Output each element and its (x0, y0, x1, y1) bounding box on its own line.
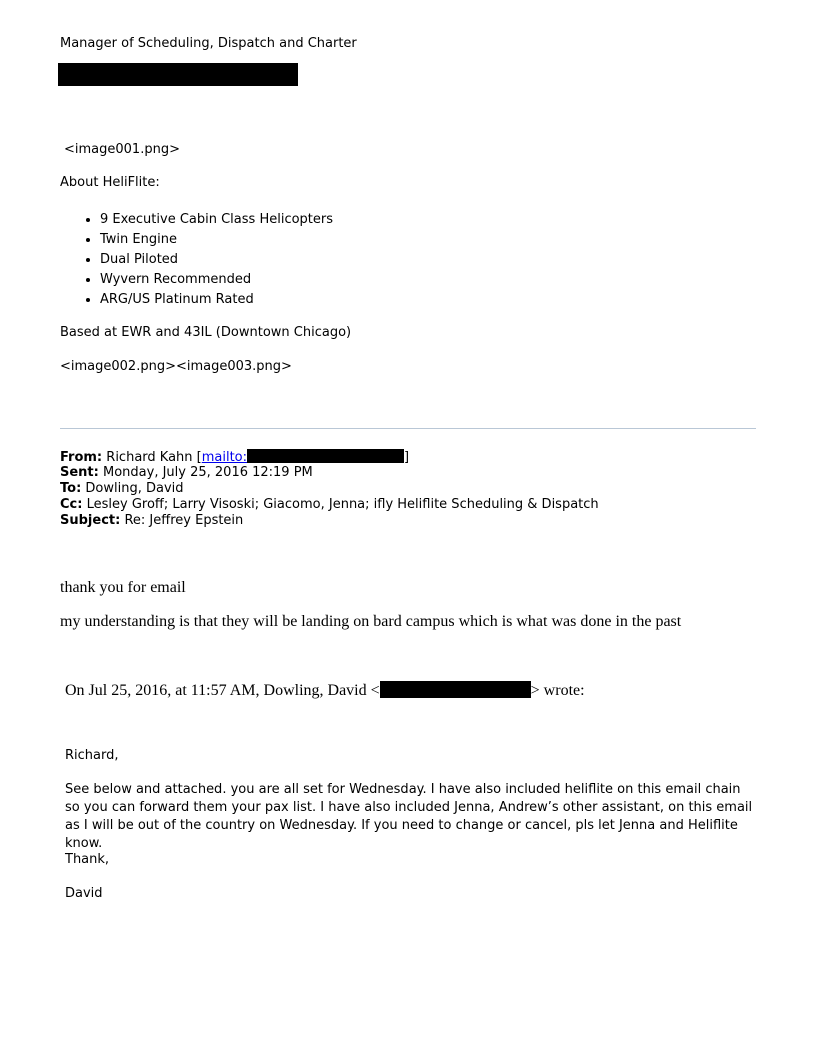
quote-intro (65, 681, 585, 700)
quote-signoff: David (65, 886, 103, 901)
list-item: • Wyvern Recommended (100, 270, 333, 290)
divider (60, 428, 756, 429)
image-placeholder-1: <image001.png> (64, 142, 180, 157)
mailto-link[interactable]: mailto: (201, 450, 248, 465)
list-item: • ARG/US Platinum Rated (100, 290, 333, 310)
quote-body: See below and attached. you are all set for Wednesday. I have also included heliflite on this email chain so you can forward them your pax list. I have also included Jenna, Andrew’s other assistant, on this email as I will be out of the country on Wednesday. If you need to change or cancel, pls let Jenna and Heliflite know. (65, 782, 753, 851)
quote-intro-start: On Jul 25, 2016, at 11:57 AM, Dowling, David < (65, 682, 380, 699)
redacted-email (380, 681, 531, 698)
sent-label: Sent: (60, 465, 99, 480)
subject-label: Subject: (60, 513, 121, 528)
sent-value: Monday, July 25, 2016 12:19 PM (103, 465, 313, 480)
image-placeholder-2-3: <image002.png><image003.png> (60, 359, 292, 374)
redaction-bar (58, 63, 298, 86)
to-label: To: (60, 481, 82, 496)
list-item: • Twin Engine (100, 230, 333, 250)
subject-value: Re: Jeffrey Epstein (124, 513, 244, 528)
based-text: Based at EWR and 43IL (Downtown Chicago) (60, 325, 352, 340)
about-heading: About HeliFlite: (60, 175, 160, 190)
to-value: Dowling, David (85, 481, 184, 496)
quote-thanks: Thank, (65, 852, 110, 867)
quote-intro-end: > wrote: (530, 682, 585, 699)
cc-value: Lesley Groff; Larry Visoski; Giacomo, Jenna; ifly Heliflite Scheduling & Dispatch (86, 497, 599, 512)
quote-greeting: Richard, (65, 748, 119, 763)
from-value: Richard Kahn [ (106, 450, 202, 465)
to-line (60, 481, 184, 497)
reply-line-2: my understanding is that they will be landing on bard campus which is what was done in the past (60, 613, 682, 630)
cc-label: Cc: (60, 497, 83, 512)
redacted-email (247, 449, 404, 463)
from-label: From: (60, 450, 103, 465)
list-item: • 9 Executive Cabin Class Helicopters (100, 210, 333, 230)
from-line (60, 449, 409, 466)
subject-line (60, 513, 243, 529)
feature-list (60, 210, 333, 310)
list-item: • Dual Piloted (100, 250, 333, 270)
sent-line (60, 465, 313, 481)
reply-line-1: thank you for email (60, 579, 186, 596)
signature-title: Manager of Scheduling, Dispatch and Charter (60, 36, 357, 51)
cc-line (60, 497, 599, 513)
from-close: ] (404, 450, 410, 465)
